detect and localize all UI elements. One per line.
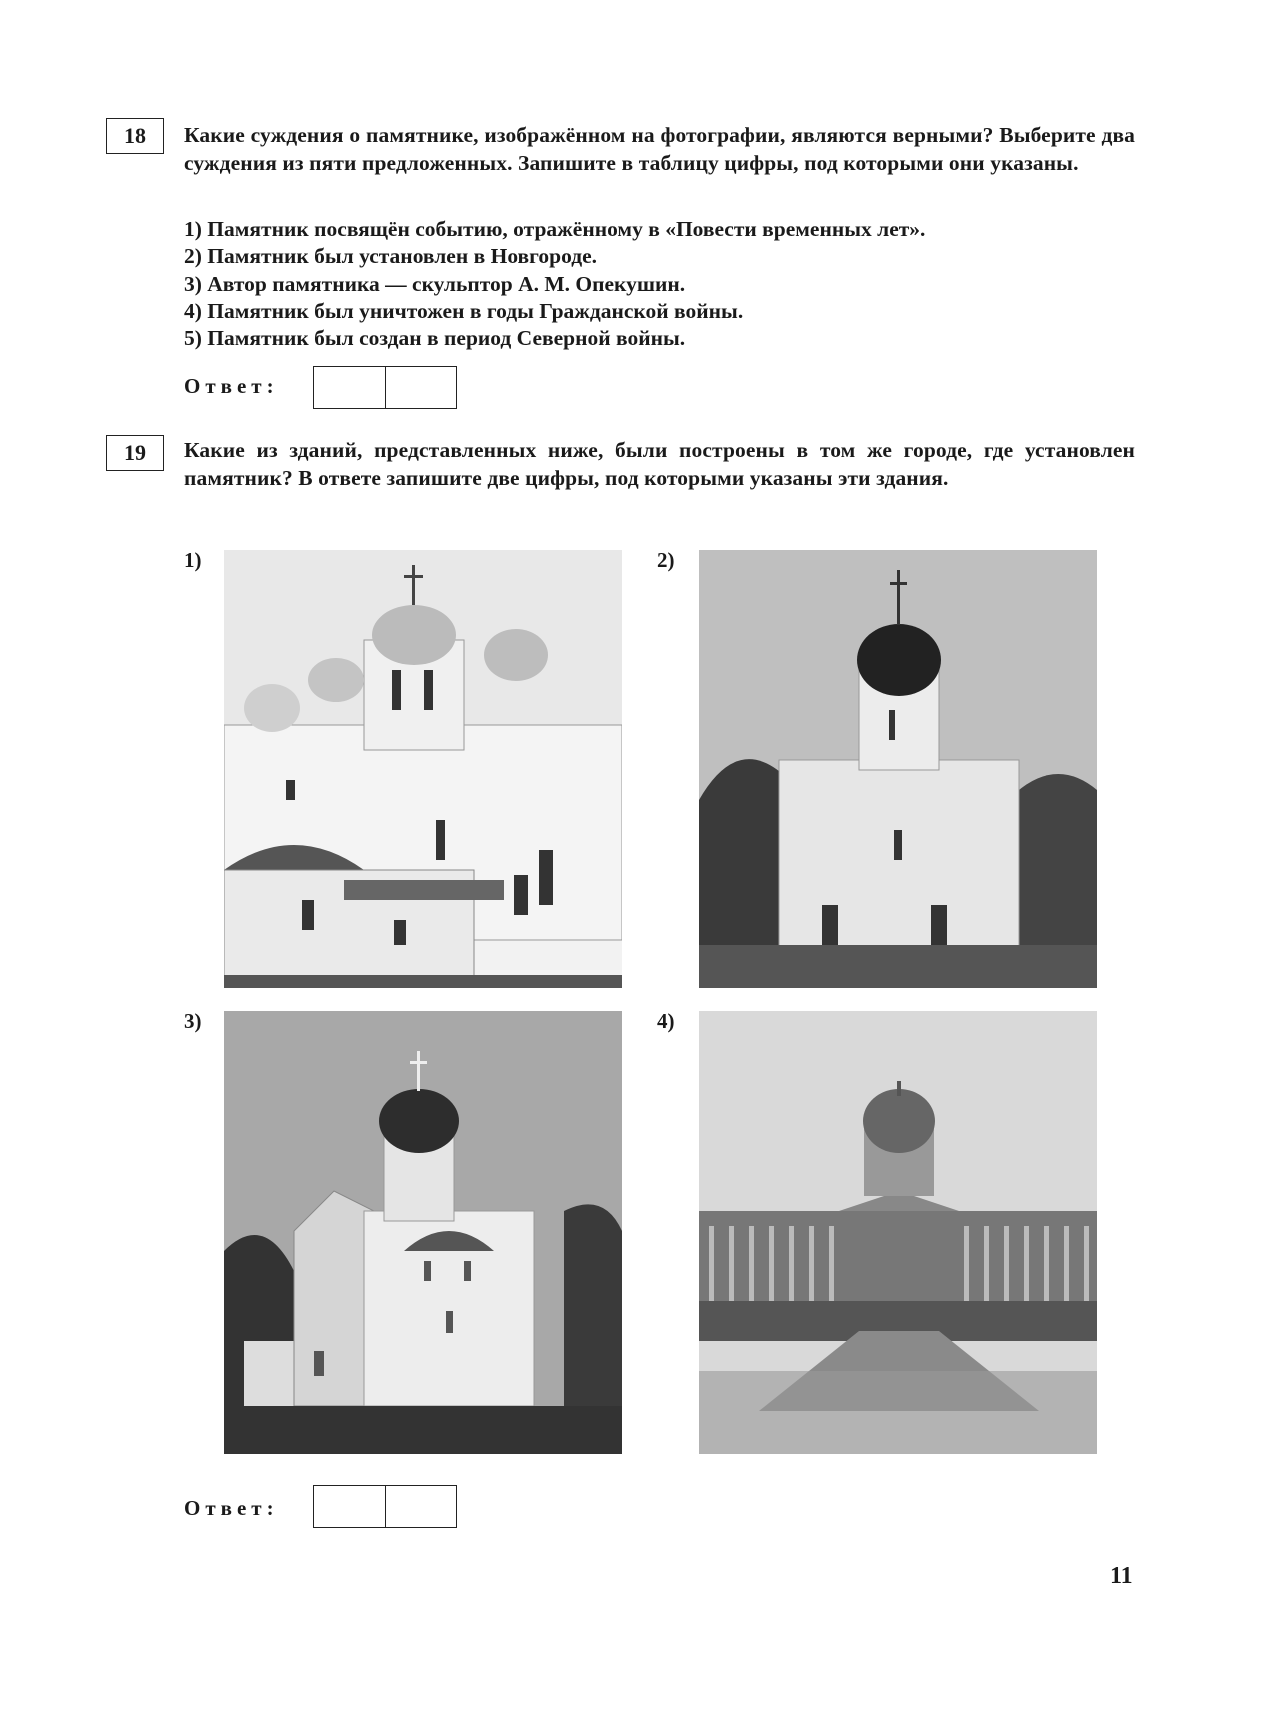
option-2: 2) Памятник был установлен в Новгороде. [184, 244, 598, 269]
church-photo [224, 1011, 622, 1454]
image-label-4: 4) [657, 1009, 675, 1033]
image-label-2: 2) [657, 548, 675, 572]
image-label-3: 3) [184, 1009, 202, 1033]
question-number-19: 19 [106, 435, 164, 471]
answer-cell[interactable] [385, 367, 457, 408]
option-3: 3) Автор памятника — скульптор А. М. Опекушин. [184, 271, 686, 296]
image-label-1: 1) [184, 548, 202, 572]
answer-box-18 [313, 366, 457, 409]
colonnade-cathedral-photo [699, 1011, 1097, 1454]
answer-label-19: Ответ: [184, 1496, 279, 1520]
answer-cell[interactable] [314, 1486, 385, 1527]
question-number-18: 18 [106, 118, 164, 154]
cathedral-photo [224, 550, 622, 988]
question-18-text: Какие суждения о памятнике, изображённом на фотографии, являются верными? Выберите два суждения из пяти предложенных. Запишите в таблицу цифры, под которыми они указаны. [184, 123, 1135, 175]
option-4: 4) Памятник был уничтожен в годы Гражданской войны. [184, 298, 744, 323]
option-5: 5) Памятник был создан в период Северной войны. [184, 326, 686, 351]
question-19-text: Какие из зданий, представленных ниже, были построены в том же городе, где установлен памятник? В ответе запишите две цифры, под которыми указаны эти здания. [184, 438, 1135, 490]
answer-cell[interactable] [314, 367, 385, 408]
answer-cell[interactable] [385, 1486, 457, 1527]
page-number: 11 [1110, 1563, 1133, 1589]
option-1: 1) Памятник посвящён событию, отражённому в «Повести временных лет». [184, 217, 926, 241]
answer-label-18: Ответ: [184, 374, 279, 398]
question-18-options [184, 216, 925, 352]
church-photo [699, 550, 1097, 988]
answer-box-19 [313, 1485, 457, 1528]
